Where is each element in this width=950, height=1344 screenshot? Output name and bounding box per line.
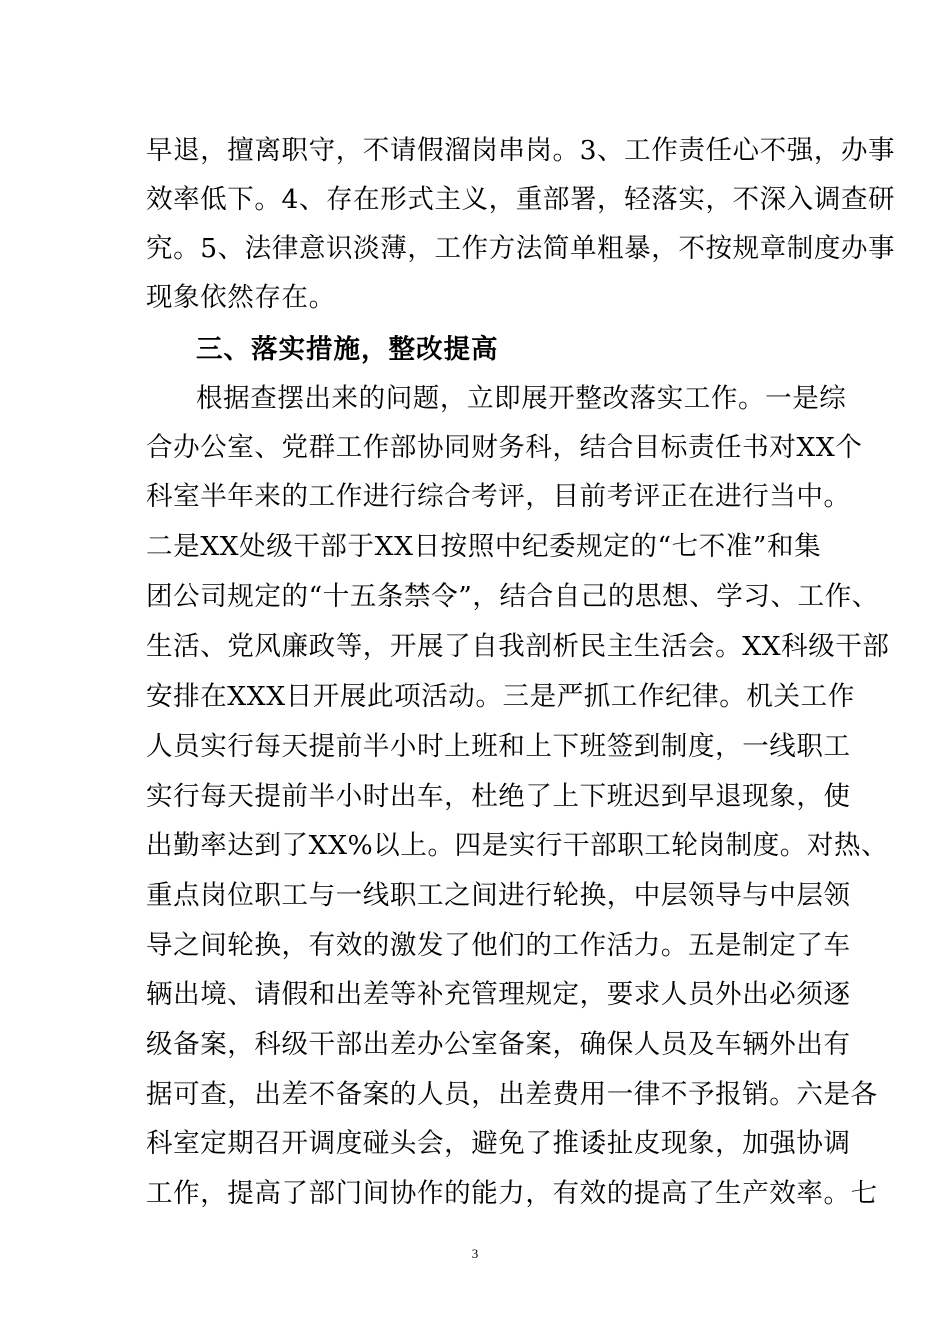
text-line: 生活、党风廉政等，开展了自我剖析民主生活会。XX科级干部 [146,631,890,662]
text-line: 辆出境、请假和出差等补充管理规定，要求人员外出必须逐 [146,979,851,1010]
text-line: 科室半年来的工作进行综合考评，目前考评正在进行当中。 [146,481,851,512]
text-line: 效率低下。4、存在形式主义，重部署，轻落实，不深入调查研 [146,184,896,215]
text-line: 早退，擅离职守，不请假溜岗串岗。3、工作责任心不强，办事 [146,135,896,166]
section-heading: 三、落实措施，整改提高 [196,334,499,365]
text-line: 据可查，出差不备案的人员，出差费用一律不予报销。六是各 [146,1079,878,1110]
text-line: 究。5、法律意识淡薄，工作方法简单粗暴，不按规章制度办事 [146,233,896,264]
text-line: 实行每天提前半小时出车，杜绝了上下班迟到早退现象，使 [146,781,851,812]
text-line: 级备案，科级干部出差办公室备案，确保人员及车辆外出有 [146,1029,851,1060]
page-number: 3 [471,1246,479,1261]
text-line: 安排在XXX日开展此项活动。三是严抓工作纪律。机关工作 [146,681,855,712]
text-line: 重点岗位职工与一线职工之间进行轮换，中层领导与中层领 [146,880,851,911]
text-line: 根据查摆出来的问题，立即展开整改落实工作。一是综 [196,383,847,414]
text-line: 人员实行每天提前半小时上班和上下班签到制度，一线职工 [146,731,851,762]
text-line: 导之间轮换，有效的激发了他们的工作活力。五是制定了车 [146,930,851,961]
text-line: 二是XX处级干部于XX日按照中纪委规定的“七不准”和集 [146,531,822,562]
text-line: 科室定期召开调度碰头会，避免了推诿扯皮现象，加强协调 [146,1128,851,1159]
text-line: 团公司规定的“十五条禁令”，结合自己的思想、学习、工作、 [146,581,879,612]
text-line: 现象依然存在。 [146,282,336,313]
text-line: 工作，提高了部门间协作的能力，有效的提高了生产效率。七 [146,1178,878,1209]
text-line: 合办公室、党群工作部协同财务科，结合目标责任书对XX个 [146,432,863,463]
text-line: 出勤率达到了XX%以上。四是实行干部职工轮岗制度。对热、 [146,830,889,861]
